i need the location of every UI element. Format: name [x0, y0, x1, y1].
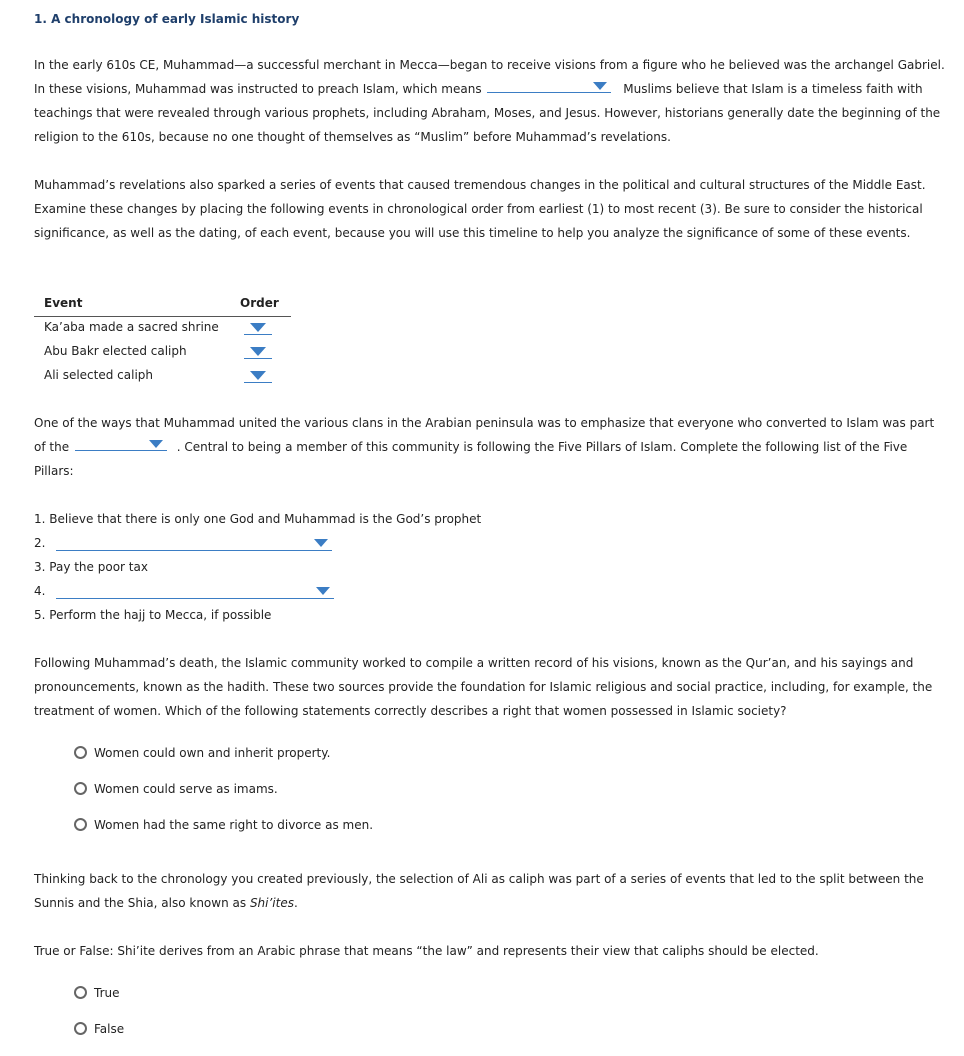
radio-false[interactable]: [74, 1022, 87, 1035]
truefalse-prompt: True or False: Shi’ite derives from an Arabic phrase that means “the law” and represents their view that caliphs should be elected.: [34, 944, 819, 958]
community-line-1: One of the ways that Muhammad united the various clans in the Arabian peninsula was to emphasize that everyone who converted to Islam was part: [34, 416, 935, 430]
option-label: Women had the same right to divorce as men.: [94, 818, 374, 832]
community-line-2-after: . Central to being a member of this community is following the Five Pillars of Islam. Complete the following list of the Five: [176, 440, 908, 454]
intro-line-2-before: In these visions, Muhammad was instructed to preach Islam, which means: [34, 82, 482, 96]
quran-line-1: Following Muhammad’s death, the Islamic community worked to compile a written record of his visions, known as the Qur’an, and his sayings and: [34, 656, 914, 670]
pillar-2-dropdown[interactable]: [56, 535, 332, 551]
split-line-2: [34, 891, 298, 915]
pillar-item: 2.: [34, 536, 46, 550]
chronology-line-1: Muhammad’s revelations also sparked a series of events that caused tremendous changes in the political and cultural structures of the Middle East.: [34, 178, 926, 192]
chevron-down-icon: [149, 440, 163, 448]
event-column-header: Event: [44, 296, 83, 310]
radio-true[interactable]: [74, 986, 87, 999]
intro-line-1: In the early 610s CE, Muhammad—a successful merchant in Mecca—began to receive visions from a figure who he believed was the archangel Gabriel.: [34, 58, 945, 72]
option-label: True: [94, 986, 120, 1000]
radio-own-property[interactable]: [74, 746, 87, 759]
intro-line-4: religion to the 610s, because no one thought of themselves as “Muslim” before Muhammad’s revelations.: [34, 130, 671, 144]
split-line-2-before: Sunnis and the Shia, also known as: [34, 896, 247, 910]
question-title: 1. A chronology of early Islamic history: [34, 12, 300, 26]
option-label: False: [94, 1022, 125, 1036]
pillar-item: 5. Perform the hajj to Mecca, if possible: [34, 608, 272, 622]
intro-line-2: [34, 77, 923, 101]
quran-line-2: pronouncements, known as the hadith. These two sources provide the foundation for Islamic religious and social practice, including, for example, the: [34, 680, 933, 694]
chronology-line-2: Examine these changes by placing the following events in chronological order from earliest (1) to most recent (3). Be sure to consider the historical: [34, 202, 923, 216]
intro-line-2-after: Muslims believe that Islam is a timeless faith with: [623, 82, 923, 96]
pillar-4-dropdown[interactable]: [56, 583, 334, 599]
community-term-dropdown[interactable]: [75, 437, 167, 451]
chevron-down-icon: [250, 371, 266, 380]
pillar-item: 3. Pay the poor tax: [34, 560, 148, 574]
event-row-label: Ka’aba made a sacred shrine: [44, 320, 219, 334]
chevron-down-icon: [593, 82, 607, 90]
split-line-1: Thinking back to the chronology you created previously, the selection of Ali as caliph was part of a series of events that led to the split between the: [34, 872, 924, 886]
split-line-2-after: .: [293, 896, 298, 910]
event-row-label: Ali selected caliph: [44, 368, 154, 382]
pillar-item: 1. Believe that there is only one God and Muhammad is the God’s prophet: [34, 512, 482, 526]
chevron-down-icon: [316, 587, 330, 595]
intro-line-3: teachings that were revealed through various prophets, including Abraham, Moses, and Jesus. However, historians generally date the beginning of the: [34, 106, 941, 120]
quran-line-3: treatment of women. Which of the following statements correctly describes a right that women possessed in Islamic society?: [34, 704, 787, 718]
order-dropdown-ali[interactable]: [244, 368, 272, 383]
chevron-down-icon: [250, 323, 266, 332]
option-label: Women could own and inherit property.: [94, 746, 331, 760]
community-line-3: Pillars:: [34, 464, 74, 478]
community-line-2-before: of the: [34, 440, 70, 454]
islam-meaning-dropdown[interactable]: [487, 79, 611, 93]
radio-divorce-right[interactable]: [74, 818, 87, 831]
event-row-label: Abu Bakr elected caliph: [44, 344, 187, 358]
option-label: Women could serve as imams.: [94, 782, 278, 796]
order-dropdown-kaaba[interactable]: [244, 320, 272, 335]
pillar-item: 4.: [34, 584, 46, 598]
community-line-2: [34, 435, 907, 459]
chronology-line-3: significance, as well as the dating, of each event, because you will use this timeline to help you analyze the significance of some of these events.: [34, 226, 911, 240]
order-dropdown-abu-bakr[interactable]: [244, 344, 272, 359]
table-header-divider: [34, 316, 291, 317]
order-column-header: Order: [240, 296, 279, 310]
chevron-down-icon: [250, 347, 266, 356]
chevron-down-icon: [314, 539, 328, 547]
radio-serve-imams[interactable]: [74, 782, 87, 795]
shiites-term: Shi’ites: [249, 896, 294, 910]
